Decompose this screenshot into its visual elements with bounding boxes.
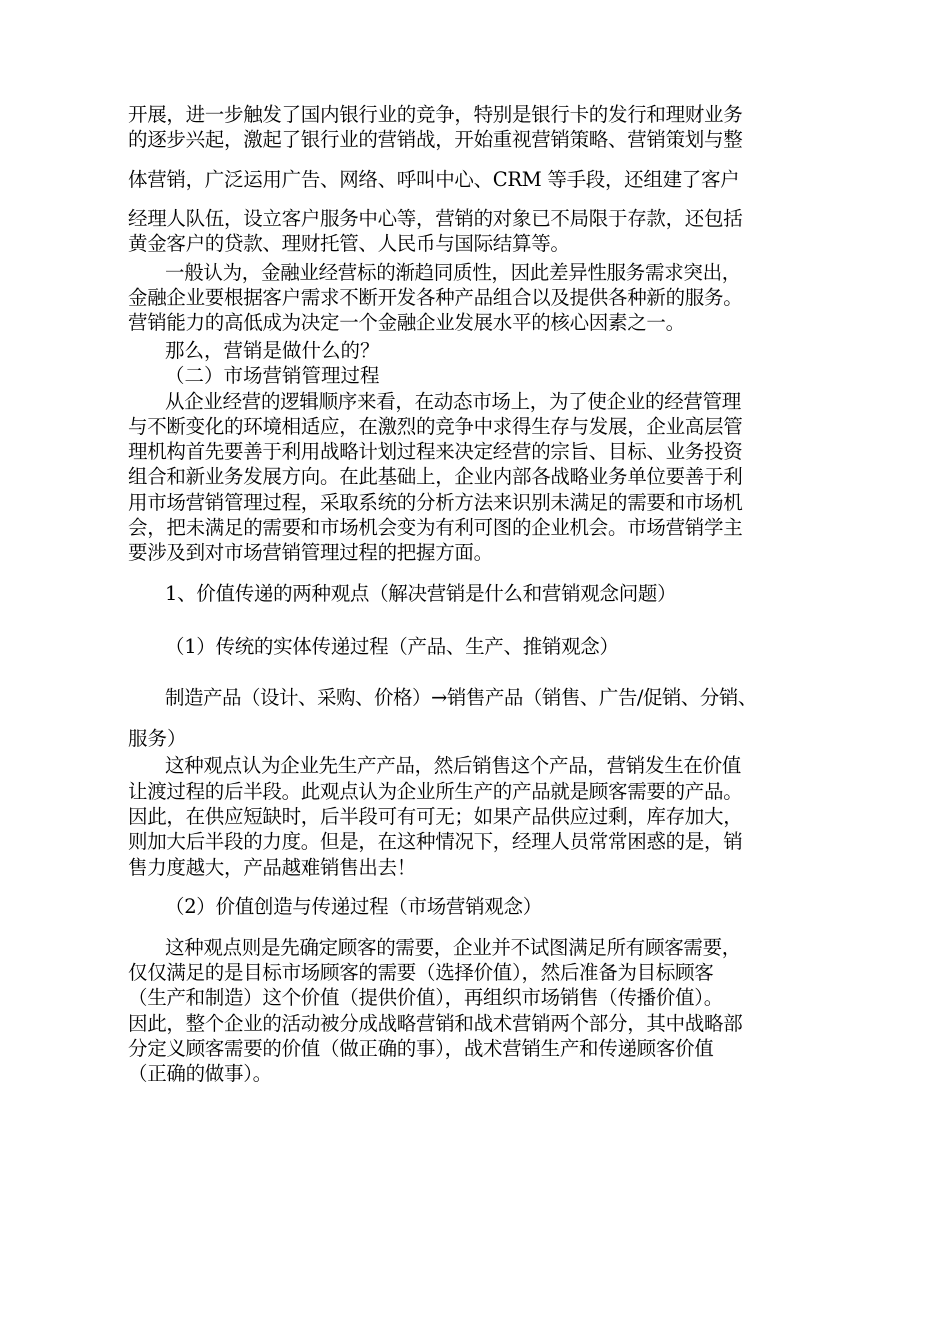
paragraph-line: 金融企业要根据客户需求不断开发各种产品组合以及提供各种新的服务。 [128, 286, 743, 309]
paragraph-line: 分定义顾客需要的价值（做正确的事），战术营销生产和传递顾客价值 [128, 1037, 714, 1060]
paragraph-line: （正确的做事）。 [128, 1062, 272, 1085]
paragraph-line: 理机构首先要善于利用战略计划过程来决定经营的宗旨、目标、业务投资 [128, 440, 743, 463]
paragraph-line: 体营销，广泛运用广告、网络、呼叫中心、CRM 等手段，还组建了客户 [128, 168, 740, 191]
paragraph-line: 这种观点则是先确定顾客的需要，企业并不试图满足所有顾客需要， [165, 936, 742, 959]
paragraph-line: 经理人队伍，设立客户服务中心等，营销的对象已不局限于存款，还包括 [128, 207, 743, 230]
subsection-heading: （2）价值创造与传递过程（市场营销观念） [165, 895, 542, 918]
paragraph-line: 从企业经营的逻辑顺序来看，在动态市场上，为了使企业的经营管理 [165, 390, 742, 413]
paragraph-line: 那么，营销是做什么的？ [165, 339, 380, 362]
paragraph-line: 因此，整个企业的活动被分成战略营销和战术营销两个部分，其中战略部 [128, 1012, 743, 1035]
paragraph-line: 仅仅满足的是目标市场顾客的需要（选择价值），然后准备为目标顾客 [128, 961, 714, 984]
paragraph-line: 服务） [128, 727, 187, 750]
paragraph-line: 的逐步兴起，激起了银行业的营销战，开始重视营销策略、营销策划与整 [128, 128, 743, 151]
paragraph-line: 因此，在供应短缺时，后半段可有可无；如果产品供应过剩，库存加大， [128, 805, 743, 828]
paragraph-line: 要涉及到对市场营销管理过程的把握方面。 [128, 541, 493, 564]
section-heading: （二）市场营销管理过程 [165, 364, 380, 387]
paragraph-line: 售力度越大，产品越难销售出去！ [128, 856, 417, 879]
paragraph-line: 开展，进一步触发了国内银行业的竞争，特别是银行卡的发行和理财业务 [128, 103, 743, 126]
paragraph-line: 让渡过程的后半段。此观点认为企业所生产的产品就是顾客需要的产品。 [128, 780, 743, 803]
paragraph-line: 则加大后半段的力度。但是，在这种情况下，经理人员常常困惑的是，销 [128, 830, 743, 853]
paragraph-line: 这种观点认为企业先生产产品，然后销售这个产品，营销发生在价值 [165, 754, 742, 777]
paragraph-line: 与不断变化的环境相适应，在激烈的竞争中求得生存与发展，企业高层管 [128, 415, 743, 438]
paragraph-line: 黄金客户的贷款、理财托管、人民币与国际结算等。 [128, 232, 570, 255]
paragraph-line: 一般认为，金融业经营标的渐趋同质性，因此差异性服务需求突出， [165, 261, 742, 284]
paragraph-line: 用市场营销管理过程，采取系统的分析方法来识别未满足的需要和市场机 [128, 491, 743, 514]
paragraph-line: 制造产品（设计、采购、价格）→销售产品（销售、广告/促销、分销、 [165, 686, 757, 709]
subsection-heading: 1、价值传递的两种观点（解决营销是什么和营销观念问题） [165, 582, 677, 605]
paragraph-line: （生产和制造）这个价值（提供价值），再组织市场销售（传播价值）。 [128, 986, 723, 1009]
subsection-heading: （1）传统的实体传递过程（产品、生产、推销观念） [165, 635, 619, 658]
paragraph-line: 会，把未满足的需要和市场机会变为有利可图的企业机会。市场营销学主 [128, 516, 743, 539]
paragraph-line: 营销能力的高低成为决定一个金融企业发展水平的核心因素之一。 [128, 311, 685, 334]
paragraph-line: 组合和新业务发展方向。在此基础上，企业内部各战略业务单位要善于利 [128, 465, 743, 488]
